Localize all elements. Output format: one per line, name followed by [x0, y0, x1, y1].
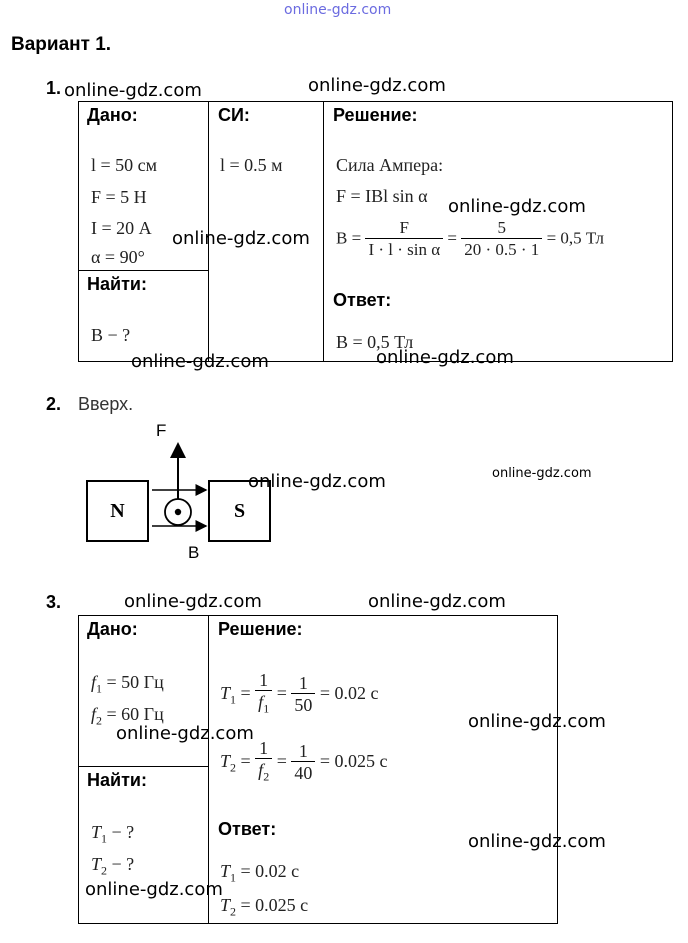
magnet-south: S [208, 480, 271, 542]
watermark-top: online-gdz.com [284, 2, 392, 18]
field-calculation [336, 218, 604, 261]
fraction [255, 738, 272, 788]
divider [78, 766, 208, 767]
watermark: online-gdz.com [116, 723, 254, 744]
given-header: Дано: [87, 619, 138, 639]
fraction-denominator: $f_2$ [258, 760, 270, 784]
watermark: online-gdz.com [368, 591, 506, 612]
fraction-denominator: $f_1$ [258, 692, 270, 716]
watermark: online-gdz.com [468, 831, 606, 852]
watermark: online-gdz.com [248, 471, 386, 492]
result: = 0.025 с [319, 750, 388, 771]
fraction-numerator: 1 [255, 670, 272, 691]
symbol: T [220, 861, 231, 881]
symbol: T [220, 750, 231, 771]
fraction [255, 670, 272, 720]
si-length: l = 0.5 м [220, 155, 283, 175]
watermark: online-gdz.com [124, 591, 262, 612]
fraction-denominator: 50 [294, 695, 313, 716]
variant-title: Вариант 1. [11, 34, 112, 55]
problem-1-number: 1. [46, 78, 62, 98]
find-period-1 [91, 822, 134, 847]
given-length: l = 50 см [91, 155, 158, 175]
divider [323, 101, 324, 362]
result: = 0.02 с [319, 682, 379, 703]
answer-header: Ответ: [333, 290, 392, 310]
fraction-denominator: 20 · 0.5 · 1 [464, 240, 540, 259]
field-diagram [140, 430, 230, 540]
force-label: F [156, 421, 167, 440]
solution-header: Решение: [333, 105, 418, 125]
value: − ? [111, 822, 135, 842]
subscript: 1 [230, 692, 237, 707]
value: = 0.02 с [240, 861, 300, 881]
answer-period-1 [220, 861, 299, 886]
answer-value: B = 0,5 Тл [336, 332, 414, 352]
symbol: T [91, 822, 102, 842]
fraction-numerator: 5 [461, 218, 542, 239]
given-angle: α = 90° [91, 247, 145, 267]
ampere-formula: F = IBl sin α [336, 186, 428, 206]
subscript: 1 [230, 870, 237, 885]
watermark: online-gdz.com [131, 351, 269, 372]
find-header: Найти: [87, 770, 147, 790]
problem-3-number: 3. [46, 592, 62, 612]
watermark: online-gdz.com [448, 196, 586, 217]
symbol: T [220, 895, 231, 915]
watermark: online-gdz.com [85, 879, 223, 900]
watermark: online-gdz.com [468, 711, 606, 732]
find-period-2 [91, 854, 134, 879]
period-calculation-1: $T_1$ = $\frac{1}{f_1}$ = $\frac{1}{50}$ = 0.02 с [220, 670, 378, 720]
fraction [291, 673, 315, 716]
find-field: B − ? [91, 325, 131, 345]
fraction [291, 741, 315, 784]
value: − ? [111, 854, 135, 874]
fraction-numerator: 1 [255, 738, 272, 759]
value: = 50 Гц [106, 672, 164, 692]
given-frequency-1 [91, 672, 164, 697]
symbol: T [91, 854, 102, 874]
subscript: 1 [101, 831, 108, 846]
given-current: I = 20 А [91, 218, 152, 238]
value: = 0.025 с [240, 895, 309, 915]
answer-header: Ответ: [218, 819, 277, 839]
fraction [461, 218, 542, 261]
problem-2-number: 2. [46, 394, 62, 414]
si-header: СИ: [218, 105, 250, 125]
subscript: 2 [230, 760, 237, 775]
field-label: B [188, 543, 200, 562]
magnet-north: N [86, 480, 149, 542]
current-dot [175, 509, 181, 515]
divider [78, 270, 208, 271]
subscript: 2 [96, 713, 103, 728]
solution-header: Решение: [218, 619, 303, 639]
subscript: 2 [101, 863, 108, 878]
calc-result: = 0,5 Тл [546, 228, 604, 248]
symbol: f [91, 704, 97, 724]
given-force: F = 5 Н [91, 187, 147, 207]
divider [208, 615, 209, 924]
value: = 60 Гц [106, 704, 164, 724]
watermark: online-gdz.com [308, 75, 446, 96]
period-calculation-2: $T_2$ = $\frac{1}{f_2}$ = $\frac{1}{40}$ = 0.025 с [220, 738, 387, 788]
calc-lhs: B = [336, 228, 362, 248]
watermark: online-gdz.com [492, 466, 592, 481]
problem-2-answer: Вверх. [78, 394, 134, 414]
fraction-denominator: I · l · sin α [368, 240, 441, 259]
subscript: 2 [230, 904, 237, 919]
symbol: f [91, 672, 97, 692]
symbol: T [220, 682, 231, 703]
find-header: Найти: [87, 274, 147, 294]
equals: = [447, 228, 457, 248]
watermark: online-gdz.com [376, 347, 514, 368]
fraction-numerator: F [365, 218, 443, 239]
watermark: online-gdz.com [64, 80, 202, 101]
given-header: Дано: [87, 105, 138, 125]
fraction-numerator: 1 [291, 741, 315, 762]
fraction [365, 218, 443, 261]
subscript: 1 [96, 681, 103, 696]
fraction-numerator: 1 [291, 673, 315, 694]
watermark: online-gdz.com [172, 228, 310, 249]
fraction-denominator: 40 [294, 763, 313, 784]
solution-intro: Сила Ампера: [336, 155, 444, 175]
answer-period-2 [220, 895, 308, 920]
